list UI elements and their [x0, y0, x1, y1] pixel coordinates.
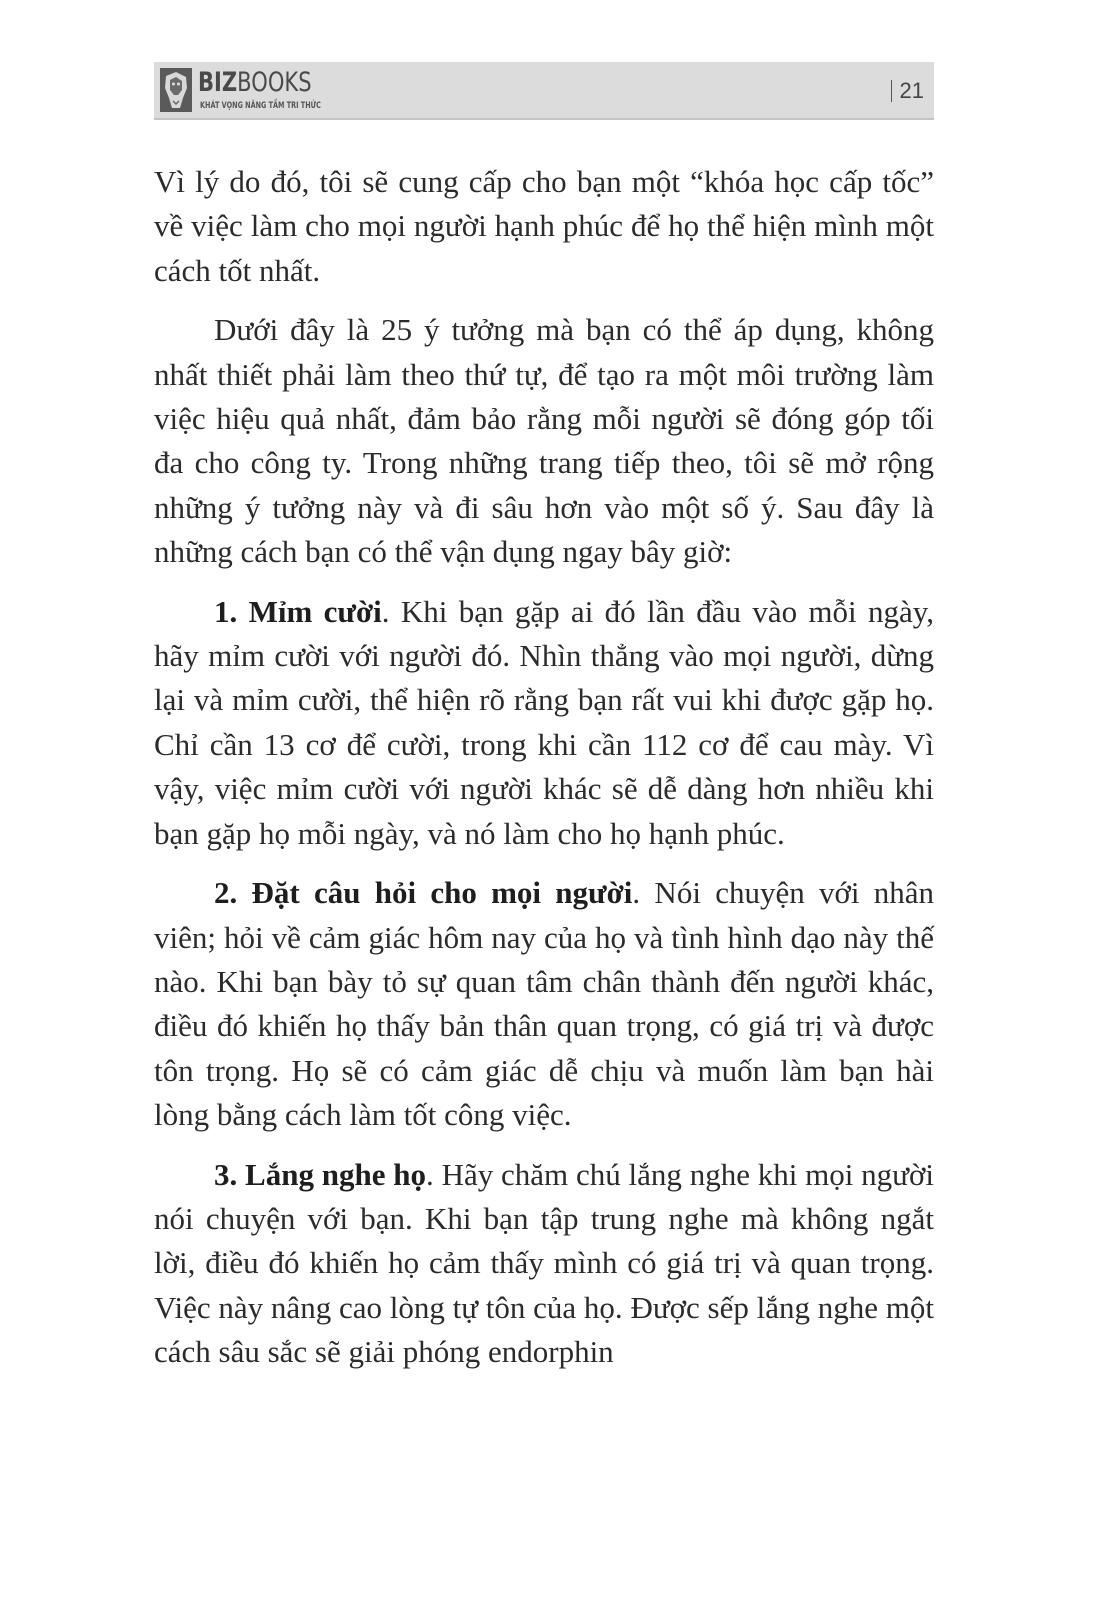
list-item-title: 3. Lắng nghe họ — [214, 1156, 427, 1192]
list-item-text: . Nói chuyện với nhân viên; hỏi về cảm giác hôm nay của họ và tình hình dạo này thế nào. Khi bạn bày tỏ sự quan tâm chân thành đến người khác, điều đó khiến họ thấy bản thân quan trọng, có giá trị và được tôn trọng. Họ sẽ có cảm giác dễ chịu và muốn làm bạn hài lòng bằng cách làm tốt công việc. — [154, 875, 934, 1133]
list-item-ask-questions — [154, 871, 934, 1137]
lion-logo-icon — [160, 68, 192, 112]
list-item-smile — [154, 590, 934, 856]
list-item-title: 2. Đặt câu hỏi cho mọi người — [214, 875, 633, 911]
list-item-title: 1. Mỉm cười — [214, 593, 382, 629]
list-item-text: . Khi bạn gặp ai đó lần đầu vào mỗi ngày, hãy mỉm cười với người đó. Nhìn thẳng vào mọi người, dừng lại và mỉm cười, thể hiện rõ rằng bạn rất vui khi được gặp họ. Chỉ cần 13 cơ để cười, trong khi cần 112 cơ để cau mày. Vì vậy, việc mỉm cười với người khác sẽ dễ dàng hơn nhiều khi bạn gặp họ mỗi ngày, và nó làm cho họ hạnh phúc. — [154, 593, 934, 851]
brand-name-light: BOOKS — [237, 67, 312, 98]
brand-name-bold: BIZ — [198, 67, 238, 98]
list-item-listen — [154, 1153, 934, 1375]
page-number-divider — [891, 80, 892, 102]
brand-tagline: KHÁT VỌNG NÂNG TẦM TRI THỨC — [200, 101, 321, 111]
page-number — [891, 77, 924, 105]
page-number-value: 21 — [899, 78, 924, 103]
brand-name — [198, 68, 312, 98]
page-header — [154, 62, 934, 120]
list-item-text: . Hãy chăm chú lắng nghe khi mọi người nói chuyện với bạn. Khi bạn tập trung nghe mà không ngắt lời, điều đó khiến họ cảm thấy mình có giá trị và quan trọng. Việc này nâng cao lòng tự tôn của họ. Được sếp lắng nghe một cách sâu sắc sẽ giải phóng endorphin — [154, 1156, 934, 1370]
page-body — [154, 160, 934, 1390]
paragraph-ideas-overview: Dưới đây là 25 ý tưởng mà bạn có thể áp dụng, không nhất thiết phải làm theo thứ tự, để tạo ra một môi trường làm việc hiệu quả nhất, đảm bảo rằng mỗi người sẽ đóng góp tối đa cho công ty. Trong những trang tiếp theo, tôi sẽ mở rộng những ý tưởng này và đi sâu hơn vào một số ý. Sau đây là những cách bạn có thể vận dụng ngay bây giờ: — [154, 312, 934, 570]
paragraph-intro: Vì lý do đó, tôi sẽ cung cấp cho bạn một “khóa học cấp tốc” về việc làm cho mọi người hạnh phúc để họ thể hiện mình một cách tốt nhất. — [154, 164, 934, 288]
